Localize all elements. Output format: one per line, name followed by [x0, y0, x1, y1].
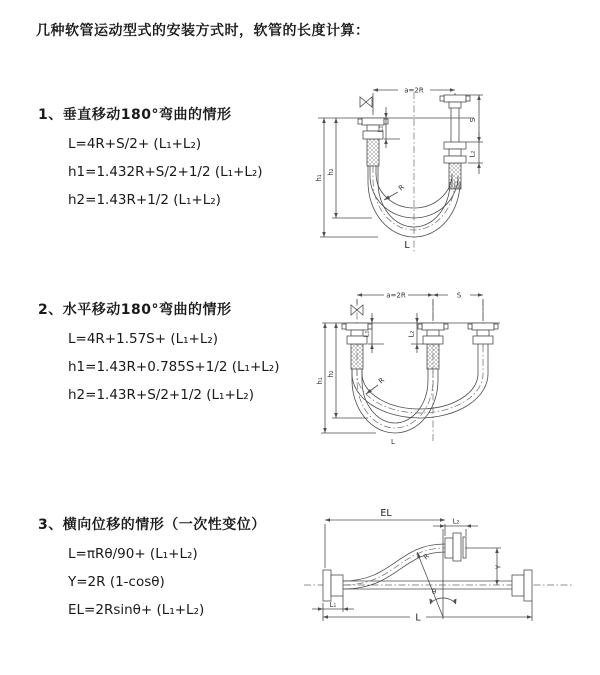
- dim-label-h2: h₂: [327, 370, 335, 378]
- formula-line: h2=1.43R+S/2+1/2 (L₁+L₂): [68, 387, 254, 403]
- dim-label-l1: L₁: [329, 601, 337, 609]
- dim-label-l: L: [415, 612, 421, 624]
- diagram-horizontal-180: [308, 276, 573, 461]
- dim-label-s: S: [469, 117, 477, 123]
- dim-label-h1: h₁: [315, 174, 323, 182]
- dimension-lines: [312, 508, 532, 624]
- flange-right-lower: [444, 142, 466, 163]
- dim-label-l: L: [391, 438, 395, 446]
- dim-label-y: Y: [494, 564, 503, 570]
- formula-line: h1=1.432R+S/2+1/2 (L₁+L₂): [68, 164, 263, 180]
- dim-label-l1: L₁: [376, 125, 385, 133]
- dim-label-r: R: [377, 376, 387, 386]
- dim-label-a2r: a=2R: [404, 86, 424, 95]
- diagram-lateral-displacement: [298, 496, 596, 661]
- hose: [351, 344, 488, 433]
- dim-label-l: L: [404, 240, 410, 251]
- flange-right-upper: [440, 95, 470, 142]
- flange-left: [323, 570, 343, 601]
- dim-label-r: R: [397, 183, 407, 193]
- formula-line: h1=1.43R+0.785S+1/2 (L₁+L₂): [68, 359, 280, 375]
- dim-label-r: R: [421, 552, 431, 562]
- section-2-heading: 2、水平移动180°弯曲的情形: [38, 302, 232, 318]
- dim-label-s: S: [456, 291, 462, 300]
- dim-label-a2r: a=2R: [386, 291, 406, 300]
- valve-icon: [360, 97, 372, 107]
- formula-line: EL=2Rsinθ+ (L₁+L₂): [68, 602, 205, 618]
- section-3: [38, 514, 318, 624]
- page-title: 几种软管运动型式的安装方式时，软管的长度计算：: [36, 23, 370, 39]
- section-3-heading: 3、横向位移的情形（一次性变位）: [38, 517, 266, 533]
- flange-middle: [418, 323, 448, 344]
- dim-label-l2: L₂: [452, 517, 460, 526]
- dim-label-h1: h₁: [316, 377, 324, 385]
- dim-label-l1: L₁: [362, 330, 371, 338]
- flange-right: [512, 570, 532, 601]
- formula-line: h2=1.43R+1/2 (L₁+L₂): [68, 192, 221, 208]
- dim-label-el: EL: [380, 508, 392, 519]
- dim-label-l2: L₂: [468, 150, 477, 158]
- formula-line: L=4R+S/2+ (L₁+L₂): [68, 136, 202, 152]
- hose: [343, 544, 512, 589]
- formula-line: L=4R+1.57S+ (L₁+L₂): [68, 331, 219, 347]
- centerlines: [322, 299, 500, 441]
- dim-label-h2: h₂: [327, 168, 335, 176]
- formula-line: Y=2R (1-cosθ): [68, 574, 165, 590]
- section-2: [38, 299, 318, 409]
- braid-left: [367, 139, 379, 166]
- braid-right: [449, 163, 461, 189]
- section-1-heading: 1、垂直移动180°弯曲的情形: [38, 107, 232, 123]
- diagram-vertical-180: [308, 70, 568, 258]
- flange-upper: [445, 533, 466, 561]
- braid-middle: [427, 344, 439, 369]
- angle-label-theta: θ: [431, 588, 437, 596]
- braid-left: [351, 344, 363, 369]
- section-1: [38, 104, 318, 214]
- flange-right: [468, 323, 498, 344]
- formula-line: L=πRθ/90+ (L₁+L₂): [68, 546, 198, 562]
- dim-label-l2: L₂: [407, 330, 416, 338]
